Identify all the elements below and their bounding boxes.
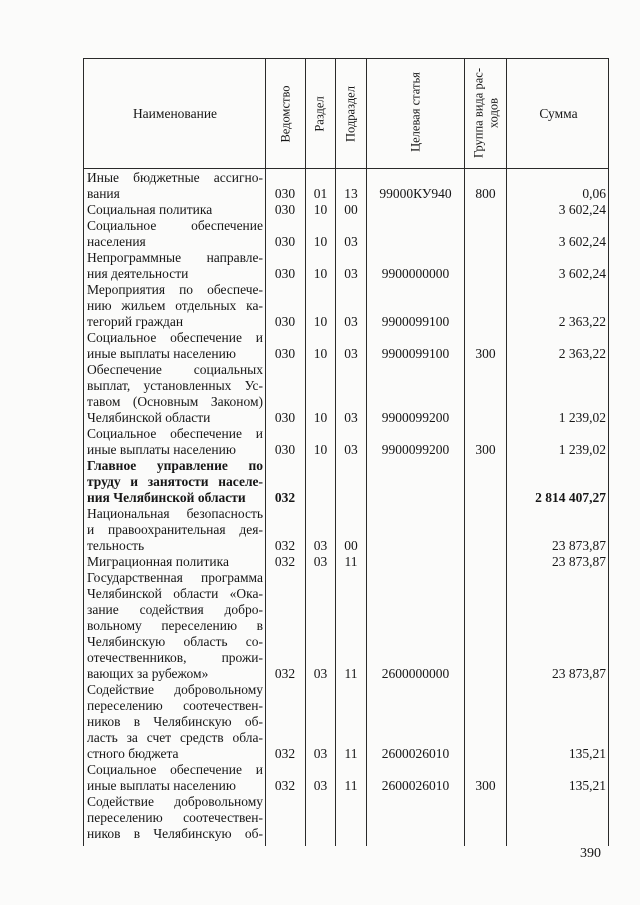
name-line: Челябинской области «Ока-	[87, 586, 263, 601]
table-row-name	[87, 426, 263, 458]
name-line: Миграционная политика	[87, 554, 229, 569]
cell-summa: 135,21	[568, 778, 606, 793]
table-row-name	[87, 762, 263, 794]
cell-summa: 2 363,22	[558, 346, 606, 361]
cell-summa: 23 873,87	[552, 538, 606, 553]
cell-razdel: 03	[313, 778, 328, 793]
name-line: Мероприятия по обеспече-	[87, 282, 263, 297]
cell-razdel: 03	[313, 554, 328, 569]
name-line: переселению соотечествен-	[87, 698, 263, 713]
name-line: труду и занятости населе-	[87, 474, 263, 489]
name-line: Челябинскую область со-	[87, 634, 263, 649]
name-line: нию жильем отдельных ка-	[87, 298, 263, 313]
table-row-name	[87, 218, 263, 250]
name-line: вающих за рубежом»	[87, 666, 209, 681]
name-line: Социальное обеспечение и	[87, 426, 263, 441]
cell-summa: 1 239,02	[558, 410, 606, 425]
name-line: Челябинской области	[87, 410, 211, 425]
header-bottom-border	[83, 168, 609, 169]
name-line: Непрограммные направле-	[87, 250, 263, 265]
cell-vedomstvo: 032	[274, 538, 296, 553]
cell-summa: 2 814 407,27	[535, 490, 606, 505]
cell-group: 300	[475, 346, 496, 361]
cell-celevaya: 9900000000	[381, 266, 450, 281]
name-line: иные выплаты населению	[87, 778, 236, 793]
cell-summa: 135,21	[568, 746, 606, 761]
name-line: ния Челябинской области	[87, 490, 246, 505]
cell-group: 300	[475, 778, 496, 793]
cell-summa: 3 602,24	[558, 202, 606, 217]
cell-vedomstvo: 030	[274, 314, 296, 329]
cell-summa: 23 873,87	[552, 666, 606, 681]
cell-vedomstvo: 030	[274, 266, 296, 281]
name-line: отечественников, прожи-	[87, 650, 263, 665]
cell-vedomstvo: 032	[274, 554, 296, 569]
name-line: ников в Челябинскую об-	[87, 826, 263, 841]
cell-razdel: 10	[313, 346, 328, 361]
header-summa: Сумма	[539, 106, 578, 121]
name-line: иные выплаты населению	[87, 442, 236, 457]
table-row-name	[87, 554, 263, 570]
table-row-name	[87, 794, 263, 842]
cell-podrazdel: 03	[344, 234, 358, 249]
cell-celevaya: 9900099100	[381, 346, 450, 361]
name-line: вольному переселению в	[87, 618, 263, 633]
cell-vedomstvo: 030	[274, 234, 296, 249]
header-name: Наименование	[132, 106, 218, 121]
cell-podrazdel: 03	[344, 442, 358, 457]
cell-celevaya: 9900099200	[381, 410, 450, 425]
cell-razdel: 10	[313, 234, 328, 249]
table-row-name	[87, 202, 263, 218]
cell-podrazdel: 03	[344, 410, 358, 425]
cell-celevaya: 99000КУ940	[379, 186, 452, 201]
cell-razdel: 03	[313, 746, 328, 761]
cell-podrazdel: 03	[344, 346, 358, 361]
header-podrazdel: Подраздел	[343, 86, 358, 142]
table-row-name	[87, 282, 263, 330]
name-line: Содействие добровольному	[87, 682, 263, 697]
name-line: стного бюджета	[87, 746, 179, 761]
header-group-line2: ходов	[486, 97, 501, 129]
cell-summa: 0,06	[582, 186, 606, 201]
cell-razdel: 10	[313, 410, 328, 425]
table-row-name	[87, 330, 263, 362]
cell-group: 300	[475, 442, 496, 457]
cell-razdel: 03	[313, 538, 328, 553]
cell-celevaya: 2600026010	[381, 746, 450, 761]
cell-celevaya: 2600000000	[381, 666, 450, 681]
name-line: Национальная безопасность	[87, 506, 263, 521]
cell-vedomstvo: 032	[274, 490, 296, 505]
cell-celevaya: 9900099100	[381, 314, 450, 329]
cell-celevaya: 2600026010	[381, 778, 450, 793]
table-row-name	[87, 458, 263, 506]
cell-podrazdel: 11	[344, 666, 358, 681]
cell-vedomstvo: 030	[274, 202, 296, 217]
cell-razdel: 10	[313, 266, 328, 281]
name-line: Иные бюджетные ассигно-	[87, 170, 263, 185]
name-line: иные выплаты населению	[87, 346, 236, 361]
cell-vedomstvo: 032	[274, 746, 296, 761]
name-line: вания	[87, 186, 120, 201]
name-line: Государственная программа	[87, 570, 263, 585]
name-line: ников в Челябинскую об-	[87, 714, 263, 729]
name-line: Главное управление по	[87, 458, 263, 473]
cell-razdel: 10	[313, 442, 328, 457]
name-line: зание содействия добро-	[87, 602, 263, 617]
table-row-name	[87, 682, 263, 762]
cell-summa: 3 602,24	[558, 266, 606, 281]
name-line: Социальное обеспечение и	[87, 330, 263, 345]
name-line: Социальная политика	[87, 202, 213, 217]
name-line: Социальное обеспечение и	[87, 762, 263, 777]
name-line: Содействие добровольному	[87, 794, 263, 809]
cell-vedomstvo: 030	[274, 410, 296, 425]
table-top-border	[83, 58, 609, 59]
cell-podrazdel: 03	[344, 266, 358, 281]
header-vedomstvo: Ведомство	[278, 85, 293, 143]
cell-vedomstvo: 032	[274, 778, 296, 793]
header-group-line1: Группа вида рас-	[471, 68, 486, 158]
cell-vedomstvo: 030	[274, 346, 296, 361]
cell-summa: 23 873,87	[552, 554, 606, 569]
cell-vedomstvo: 030	[274, 186, 296, 201]
cell-podrazdel: 11	[344, 746, 358, 761]
table-row-name	[87, 506, 263, 554]
cell-celevaya: 9900099200	[381, 442, 450, 457]
cell-podrazdel: 13	[344, 186, 358, 201]
name-line: ния деятельности	[87, 266, 189, 281]
name-line: и правоохранительная дея-	[87, 522, 263, 537]
table-row-name	[87, 362, 263, 426]
cell-summa: 1 239,02	[558, 442, 606, 457]
header-razdel: Раздел	[312, 96, 327, 132]
cell-summa: 2 363,22	[558, 314, 606, 329]
cell-razdel: 10	[313, 314, 328, 329]
cell-podrazdel: 11	[344, 778, 358, 793]
table-right-border	[608, 58, 609, 846]
header-celevaya: Целевая статья	[408, 72, 423, 152]
cell-vedomstvo: 030	[274, 442, 296, 457]
name-line: Социальное обеспечение	[87, 218, 263, 233]
cell-podrazdel: 00	[344, 202, 358, 217]
cell-vedomstvo: 032	[274, 666, 296, 681]
cell-podrazdel: 03	[344, 314, 358, 329]
name-line: тегорий граждан	[87, 314, 184, 329]
name-line: переселению соотечествен-	[87, 810, 263, 825]
name-line: тельность	[87, 538, 145, 553]
table-left-border	[83, 58, 84, 846]
cell-razdel: 10	[313, 202, 328, 217]
cell-razdel: 03	[313, 666, 328, 681]
name-line: тавом (Основным Законом)	[87, 394, 263, 409]
page-number: 390	[580, 846, 601, 861]
cell-razdel: 01	[313, 186, 328, 201]
name-line: ласть за счет средств обла-	[87, 730, 263, 745]
table-row-name	[87, 570, 263, 682]
name-line: выплат, установленных Ус-	[87, 378, 263, 393]
cell-podrazdel: 00	[344, 538, 358, 553]
table-row-name	[87, 170, 263, 202]
cell-podrazdel: 11	[344, 554, 358, 569]
name-line: Обеспечение социальных	[87, 362, 263, 377]
name-line: населения	[87, 234, 146, 249]
cell-summa: 3 602,24	[558, 234, 606, 249]
table-row-name	[87, 250, 263, 282]
cell-group: 800	[475, 186, 496, 201]
